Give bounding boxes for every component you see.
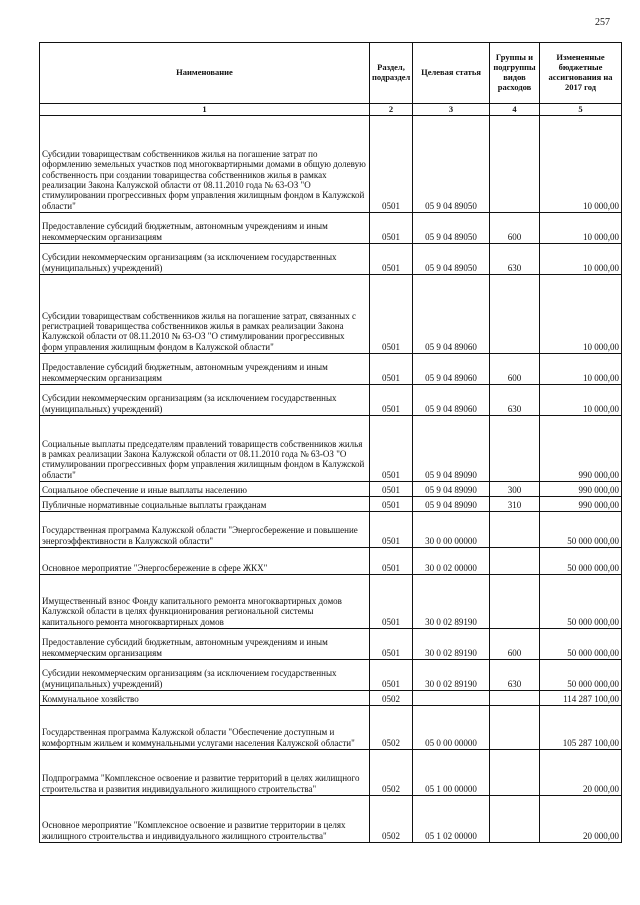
budget-table [39,42,622,843]
row-group: 300 [490,482,540,497]
row-amount: 10 000,00 [540,354,622,385]
row-section: 0501 [370,116,413,213]
table-row [40,497,622,512]
row-amount: 50 000 000,00 [540,660,622,691]
header-name: Наименование [40,43,370,104]
column-number-row [40,104,622,116]
row-name [40,244,370,275]
row-group: 600 [490,629,540,660]
row-section: 0502 [370,706,413,750]
row-section: 0501 [370,354,413,385]
row-name [40,706,370,750]
table-row [40,575,622,629]
row-name [40,796,370,843]
row-section: 0501 [370,512,413,548]
row-group: 630 [490,244,540,275]
row-target: 30 0 02 00000 [413,548,490,575]
column-number: 1 [40,104,370,116]
row-name-text: Предоставление субсидий бюджетным, автономным учреждениям и иным некоммерческим организациям [42,221,328,242]
row-section: 0502 [370,796,413,843]
row-name-text: Субсидии некоммерческим организациям (за исключением государственных (муниципальных) учреждений) [42,252,337,273]
row-target: 30 0 02 89190 [413,629,490,660]
table-row [40,116,622,213]
row-amount: 105 287 100,00 [540,706,622,750]
row-name-text: Подпрограмма "Комплексное освоение и развитие территорий в целях жилищного строительства и развития индивидуального жилищного строительства" [42,773,360,794]
row-name [40,275,370,354]
row-group: 630 [490,385,540,416]
row-name-text: Коммунальное хозяйство [42,693,139,704]
row-name [40,354,370,385]
row-section: 0501 [370,548,413,575]
row-name-text: Предоставление субсидий бюджетным, автономным учреждениям и иным некоммерческим организациям [42,637,328,658]
table-row [40,275,622,354]
row-name [40,629,370,660]
row-amount: 50 000 000,00 [540,575,622,629]
table-row [40,244,622,275]
row-group [490,548,540,575]
table-row [40,482,622,497]
row-target: 05 9 04 89050 [413,116,490,213]
header-row [40,43,622,104]
row-name [40,497,370,512]
row-section: 0501 [370,416,413,482]
row-group [490,575,540,629]
row-target: 30 0 02 89190 [413,660,490,691]
row-group [490,275,540,354]
row-amount: 50 000 000,00 [540,629,622,660]
row-section: 0501 [370,660,413,691]
row-amount: 10 000,00 [540,116,622,213]
table-row [40,706,622,750]
header-groups: Группы и подгруппы видов расходов [490,43,540,104]
header-target: Целевая статья [413,43,490,104]
row-name-text: Социальное обеспечение и иные выплаты населению [42,484,247,495]
row-section: 0501 [370,275,413,354]
row-amount: 10 000,00 [540,244,622,275]
row-amount: 990 000,00 [540,482,622,497]
row-section: 0501 [370,213,413,244]
row-section: 0502 [370,750,413,796]
row-group [490,116,540,213]
row-group [490,706,540,750]
table-row [40,548,622,575]
row-name [40,416,370,482]
table-row [40,354,622,385]
row-target: 05 9 04 89060 [413,354,490,385]
table-row [40,512,622,548]
row-amount: 20 000,00 [540,796,622,843]
row-group: 600 [490,354,540,385]
row-name-text: Основное мероприятие "Комплексное освоение и развитие территории в целях жилищного строительства и индивидуального жилищного строительства" [42,820,346,841]
row-target: 30 0 00 00000 [413,512,490,548]
table-row [40,213,622,244]
row-amount: 50 000 000,00 [540,548,622,575]
row-name [40,660,370,691]
row-amount: 990 000,00 [540,497,622,512]
column-number: 2 [370,104,413,116]
column-number: 4 [490,104,540,116]
row-name [40,575,370,629]
row-group [490,416,540,482]
row-name [40,213,370,244]
header-section: Раздел, подраздел [370,43,413,104]
row-section: 0501 [370,385,413,416]
table-row [40,750,622,796]
row-target: 05 9 04 89090 [413,482,490,497]
table-row [40,629,622,660]
row-name [40,691,370,706]
row-group [490,512,540,548]
row-amount: 990 000,00 [540,416,622,482]
table-row [40,660,622,691]
row-amount: 50 000 000,00 [540,512,622,548]
row-group: 310 [490,497,540,512]
row-name-text: Субсидии некоммерческим организациям (за исключением государственных (муниципальных) учреждений) [42,668,337,689]
row-section: 0501 [370,575,413,629]
row-target: 05 9 04 89090 [413,416,490,482]
row-name-text: Предоставление субсидий бюджетным, автономным учреждениям и иным некоммерческим организациям [42,362,328,383]
row-group [490,691,540,706]
table-row [40,385,622,416]
row-amount: 20 000,00 [540,750,622,796]
column-number: 3 [413,104,490,116]
row-name [40,750,370,796]
row-target: 05 0 00 00000 [413,706,490,750]
table-row [40,691,622,706]
column-number: 5 [540,104,622,116]
row-section: 0501 [370,482,413,497]
table-row [40,416,622,482]
table-row [40,796,622,843]
row-amount: 114 287 100,00 [540,691,622,706]
row-target: 05 1 02 00000 [413,796,490,843]
row-section: 0501 [370,629,413,660]
row-group [490,796,540,843]
row-name-text: Государственная программа Калужской области "Энергосбережение и повышение энергоэффективности в Калужской области" [42,525,358,546]
row-target: 30 0 02 89190 [413,575,490,629]
row-name [40,482,370,497]
row-section: 0502 [370,691,413,706]
row-target: 05 9 04 89050 [413,213,490,244]
row-name-text: Имущественный взнос Фонду капитального ремонта многоквартирных домов Калужской области в целях функционирования региональной системы капитального ремонта многоквартирных домов [42,595,342,627]
row-section: 0501 [370,497,413,512]
row-name-text: Публичные нормативные социальные выплаты гражданам [42,499,267,510]
row-name-text: Субсидии некоммерческим организациям (за исключением государственных (муниципальных) учреждений) [42,393,337,414]
row-name-text: Субсидии товариществам собственников жилья на погашение затрат, связанных с регистрацией товарищества собственников жилья в рамках реализации Закона Калужской области от 08.11.2010 № 63-ОЗ "О стимулировании прогрессивных форм управления жилищным фондом в Калужской области" [42,310,356,352]
row-amount: 10 000,00 [540,385,622,416]
row-amount: 10 000,00 [540,213,622,244]
row-name-text: Субсидии товариществам собственников жилья на погашение затрат по оформлению земельных участков под многоквартирными домами в общую долевую собственность при создании товарищества собственников жилья в рамках реализации Закона Калужской области от 08.11.2010 года № 63-ОЗ "О стимулировании прогрессивных форм управления жилищным фондом в Калужской области" [42,148,366,211]
row-group: 630 [490,660,540,691]
row-target: 05 1 00 00000 [413,750,490,796]
page-number: 257 [595,17,610,28]
row-name [40,385,370,416]
row-section: 0501 [370,244,413,275]
row-target [413,691,490,706]
row-amount: 10 000,00 [540,275,622,354]
row-name-text: Основное мероприятие "Энергосбережение в сфере ЖКХ" [42,562,268,573]
row-group: 600 [490,213,540,244]
header-changed: Измененные бюджетные ассигнования на 2017 год [540,43,622,104]
row-target: 05 9 04 89090 [413,497,490,512]
row-target: 05 9 04 89050 [413,244,490,275]
row-group [490,750,540,796]
row-name [40,512,370,548]
row-name [40,116,370,213]
row-name-text: Социальные выплаты председателям правлений товариществ собственников жилья в рамках реализации Закона Калужской области от 08.11.2010 года № 63-ОЗ "О стимулировании прогрессивных форм управления жилищным фондом в Калужской области" [42,438,365,480]
row-target: 05 9 04 89060 [413,385,490,416]
row-target: 05 9 04 89060 [413,275,490,354]
row-name [40,548,370,575]
row-name-text: Государственная программа Калужской области "Обеспечение доступным и комфортным жильем и коммунальными услугами населения Калужской области" [42,727,355,748]
